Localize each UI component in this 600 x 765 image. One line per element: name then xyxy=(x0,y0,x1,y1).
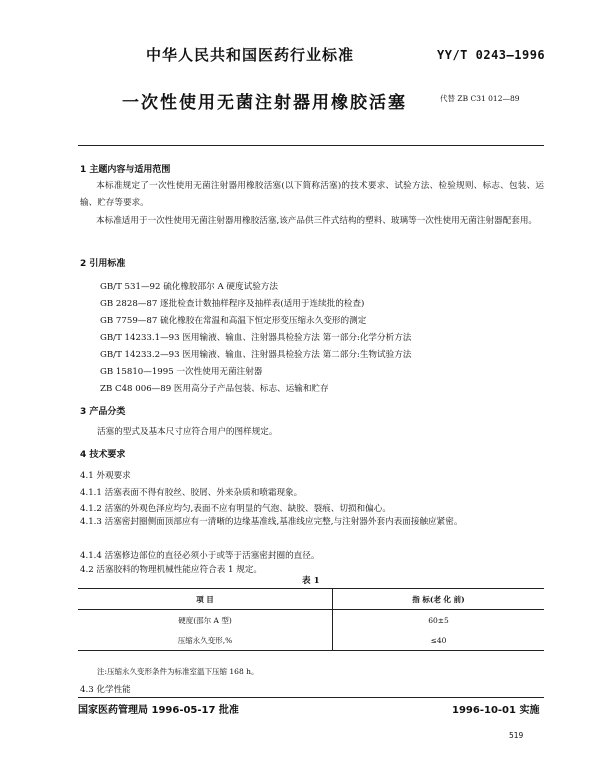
table-header-index: 指 标(老 化 前) xyxy=(333,589,545,610)
reference-item: ZB C48 006—89 医用高分子产品包装、标志、运输和贮存 xyxy=(100,384,329,394)
document-title: 一次性使用无菌注射器用橡胶活塞 xyxy=(122,93,407,113)
header-rule xyxy=(78,145,544,146)
table-cell-value: 60±5 xyxy=(428,615,449,625)
table-1-caption: 表 1 xyxy=(302,576,320,586)
standard-code: YY/T 0243—1996 xyxy=(437,48,546,62)
clause-4-1-3: 4.1.3 活塞密封圈侧面顶部应有一清晰的边缘基准线,基准线应完整,与注射器外套内表面接触应紧密。 xyxy=(80,517,463,527)
reference-item: GB 7759—87 硫化橡胶在常温和高温下恒定形变压缩永久变形的测定 xyxy=(100,316,367,326)
implementation-date: 1996-10-01 实施 xyxy=(452,705,540,716)
section-3-heading: 3 产品分类 xyxy=(80,407,126,417)
reference-item: GB/T 531—92 硫化橡胶邵尔 A 硬度试验方法 xyxy=(100,282,278,292)
reference-item: GB 2828—87 逐批检查计数抽样程序及抽样表(适用于连续批的检查) xyxy=(100,299,365,309)
section-3-para: 活塞的型式及基本尺寸应符合用户的图样规定。 xyxy=(97,427,278,437)
reference-item: GB/T 14233.2—93 医用输液、输血、注射器具检验方法 第二部分:生物试验方法 xyxy=(100,350,412,360)
standard-org-title: 中华人民共和国医药行业标准 xyxy=(146,46,355,64)
table-1-note: 注:压缩永久变形条件为标准室温下压缩 168 h。 xyxy=(97,667,259,676)
page-number: 519 xyxy=(509,731,524,740)
replaces-note: 代替 ZB C31 012—89 xyxy=(440,94,520,103)
reference-item: GB 15810—1995 一次性使用无菌注射器 xyxy=(100,367,263,377)
reference-item: GB/T 14233.1—93 医用输液、输血、注射器具检验方法 第一部分:化学分析方法 xyxy=(100,333,412,343)
clause-4-1-1: 4.1.1 活塞表面不得有胶丝、胶屑、外来杂质和喷霜现象。 xyxy=(80,488,303,498)
section-1-heading: 1 主题内容与适用范围 xyxy=(80,165,171,175)
section-1-para-1: 本标准规定了一次性使用无菌注射器用橡胶活塞(以下简称活塞)的技术要求、试验方法、检验规则、标志、包装、运输、贮存等要求。 xyxy=(80,181,544,208)
clause-4-3: 4.3 化学性能 xyxy=(80,685,131,695)
approval-line: 国家医药管理局 1996-05-17 批准 xyxy=(78,705,239,716)
section-1-para-2: 本标准适用于一次性使用无菌注射器用橡胶活塞,该产品供三件式结构的塑料、玻璃等一次性使用无菌注射器配套用。 xyxy=(96,216,538,226)
table-cell-item: 硬度(邵尔 A 型) xyxy=(78,610,333,631)
clause-4-1: 4.1 外观要求 xyxy=(80,471,131,481)
clause-4-1-2: 4.1.2 活塞的外观色泽应均匀,表面不应有明显的气泡、缺胶、裂痕、切损和偏心。 xyxy=(80,504,391,514)
clause-4-1-4: 4.1.4 活塞修边部位的直径必须小于或等于活塞密封圈的直径。 xyxy=(80,551,320,561)
table-header-item: 项 目 xyxy=(78,589,333,610)
table-header-row xyxy=(78,589,544,610)
table-row xyxy=(78,630,544,651)
table-cell-item: 压缩永久变形,% xyxy=(78,630,333,651)
footer-rule xyxy=(78,697,544,698)
table-cell-value: ≤40 xyxy=(333,630,545,651)
clause-4-2: 4.2 活塞胶料的物理机械性能应符合表 1 规定。 xyxy=(80,565,263,575)
table-1 xyxy=(78,588,544,651)
section-2-heading: 2 引用标准 xyxy=(80,259,126,269)
section-4-heading: 4 技术要求 xyxy=(80,450,126,460)
table-row xyxy=(78,610,544,631)
